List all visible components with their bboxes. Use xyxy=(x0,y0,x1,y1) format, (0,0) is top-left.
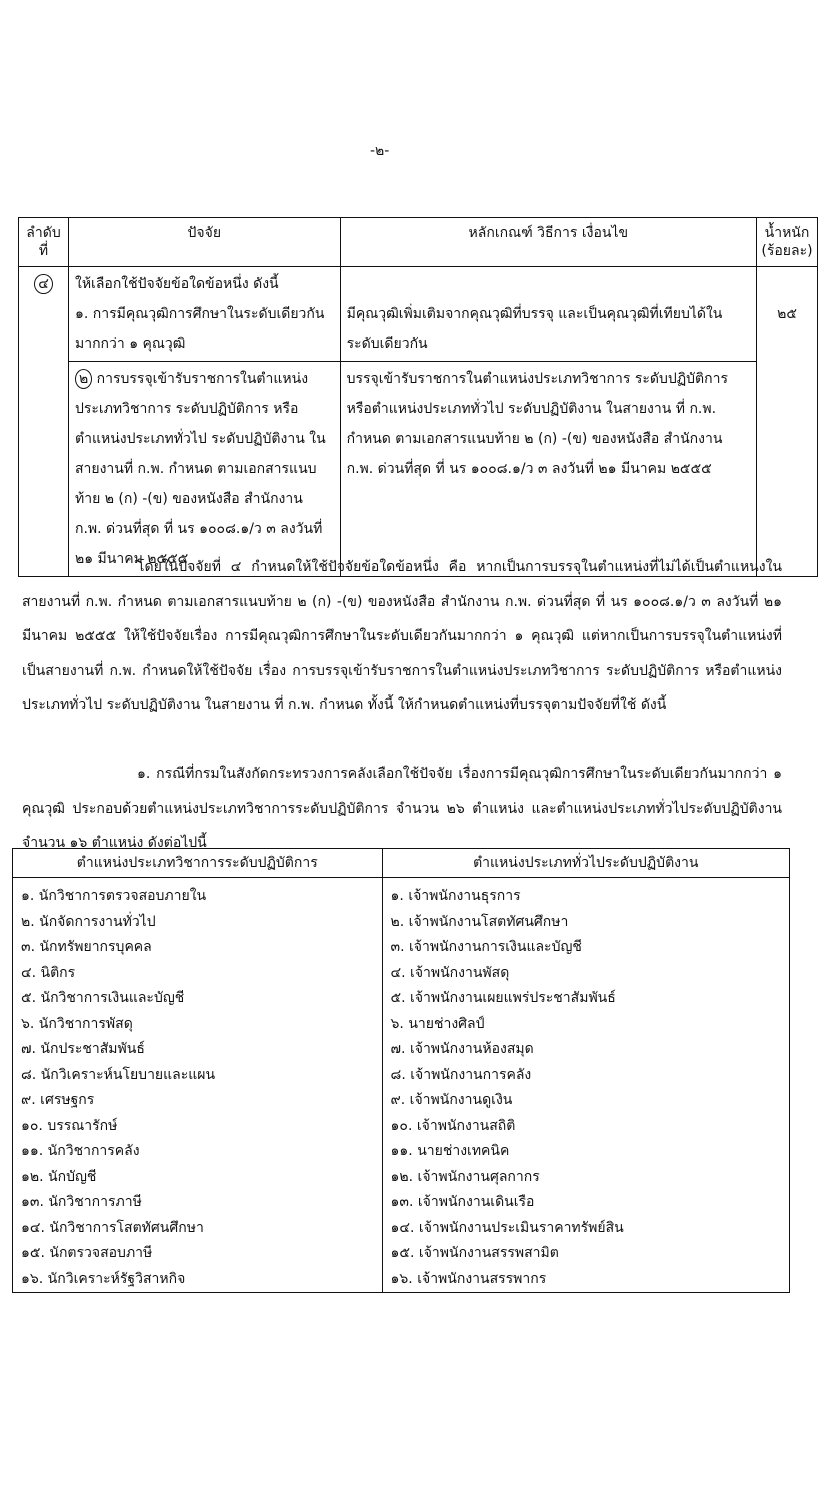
academic-position: ๑๔. นักวิชาการโสตทัศนศึกษา xyxy=(13,1216,383,1242)
general-position: ๒. เจ้าพนักงานโสตทัศนศึกษา xyxy=(382,910,789,936)
academic-position: ๑๐. บรรณารักษ์ xyxy=(13,1114,383,1140)
academic-position: ๕. นักวิชาการเงินและบัญชี xyxy=(13,986,383,1012)
table-row xyxy=(13,1012,790,1038)
general-position: ๑๑. นายช่างเทคนิค xyxy=(382,1139,789,1165)
general-position: ๓. เจ้าพนักงานการเงินและบัญชี xyxy=(382,935,789,961)
academic-position: ๙. เศรษฐกร xyxy=(13,1088,383,1114)
general-position: ๙. เจ้าพนักงานดูเงิน xyxy=(382,1088,789,1114)
table-row xyxy=(13,986,790,1012)
general-position: ๔. เจ้าพนักงานพัสดุ xyxy=(382,961,789,987)
academic-position: ๑๒. นักบัญชี xyxy=(13,1165,383,1191)
factor-option-1: ๑. การมีคุณวุฒิการศึกษาในระดับเดียวกันมากกว่า ๑ คุณวุฒิ xyxy=(74,306,325,352)
table-row xyxy=(13,1088,790,1114)
academic-position: ๖. นักวิชาการพัสดุ xyxy=(13,1012,383,1038)
academic-position: ๘. นักวิเคราะห์นโยบายและแผน xyxy=(13,1063,383,1089)
criteria-option-1: มีคุณวุฒิเพิ่มเติมจากคุณวุฒิที่บรรจุ และเป็นคุณวุฒิที่เทียบได้ในระดับเดียวกัน xyxy=(346,306,723,352)
table-row xyxy=(13,1114,790,1140)
general-position: ๕. เจ้าพนักงานเผยแพร่ประชาสัมพันธ์ xyxy=(382,986,789,1012)
table-row xyxy=(13,935,790,961)
position-table xyxy=(12,848,790,1293)
general-position: ๑๕. เจ้าพนักงานสรรพสามิต xyxy=(382,1241,789,1267)
general-position: ๘. เจ้าพนักงานการคลัง xyxy=(382,1063,789,1089)
table-row xyxy=(13,961,790,987)
paragraph-1 xyxy=(22,550,782,723)
general-position: ๑๓. เจ้าพนักงานเดินเรือ xyxy=(382,1190,789,1216)
academic-position: ๑๖. นักวิเคราะห์รัฐวิสาหกิจ xyxy=(13,1267,383,1293)
criteria-option-2: บรรจุเข้ารับราชการในตำแหน่งประเภทวิชาการ ระดับปฏิบัติการ หรือตำแหน่งประเภททั่วไป ระดับปฏิบัติงาน ในสายงาน ที่ ก.พ. กำหนด ตามเอกสารแนบท้าย ๒ (ก) -(ข) ของหนังสือ สำนักงาน ก.พ. ด่วนที่สุด ที่ นร ๑๐๐๘.๑/ว ๓ ลงวันที่ ๒๑ มีนาคม ๒๕๕๕ xyxy=(346,371,728,477)
general-position: ๗. เจ้าพนักงานห้องสมุด xyxy=(382,1037,789,1063)
table-row xyxy=(13,1267,790,1293)
row-number: ๔ xyxy=(34,274,53,294)
table-row xyxy=(13,1241,790,1267)
table-header-row xyxy=(19,218,818,267)
general-position: ๑๔. เจ้าพนักงานประเมินราคาทรัพย์สิน xyxy=(382,1216,789,1242)
header-weight: น้ำหนัก (ร้อยละ) xyxy=(757,218,818,267)
academic-position: ๑๕. นักตรวจสอบภาษี xyxy=(13,1241,383,1267)
table-row xyxy=(13,1165,790,1191)
page-number: -๒- xyxy=(370,143,390,159)
table-row xyxy=(19,267,818,362)
paragraph-2 xyxy=(22,757,782,861)
header-factor: ปัจจัย xyxy=(68,218,340,267)
table-row xyxy=(13,878,790,910)
factor-intro: ให้เลือกใช้ปัจจัยข้อใดข้อหนึ่ง ดังนี้ xyxy=(74,276,279,292)
header-general: ตำแหน่งประเภททั่วไประดับปฏิบัติงาน xyxy=(382,849,789,878)
academic-position: ๔. นิติกร xyxy=(13,961,383,987)
header-no: ลำดับที่ xyxy=(19,218,69,267)
header-criteria: หลักเกณฑ์ วิธีการ เงื่อนไข xyxy=(340,218,756,267)
table-header-row xyxy=(13,849,790,878)
table-row xyxy=(13,1063,790,1089)
academic-position: ๓. นักทรัพยากรบุคคล xyxy=(13,935,383,961)
general-position: ๑๖. เจ้าพนักงานสรรพากร xyxy=(382,1267,789,1293)
option-number: ๒ xyxy=(75,369,92,389)
table-row xyxy=(13,1037,790,1063)
table-row xyxy=(19,362,818,577)
table-row xyxy=(13,1216,790,1242)
table-row xyxy=(13,1190,790,1216)
paragraph-1-text: โดยในปัจจัยที่ ๔ กำหนดให้ใช้ปัจจัยข้อใดข้อหนึ่ง คือ หากเป็นการบรรจุในตำแหน่งที่ไม่ได้เป็นตำแหน่งในสายงานที่ ก.พ. กำหนด ตามเอกสารแนบท้าย ๒ (ก) -(ข) ของหนังสือ สำนักงาน ก.พ. ด่วนที่สุด ที่ นร ๑๐๐๘.๑/ว ๓ ลงวันที่ ๒๑ มีนาคม ๒๕๕๕ ให้ใช้ปัจจัยเรื่อง การมีคุณวุฒิการศึกษาในระดับเดียวกันมากกว่า ๑ คุณวุฒิ แต่หากเป็นการบรรจุในตำแหน่งที่เป็นสายงานที่ ก.พ. กำหนดให้ใช้ปัจจัย เรื่อง การบรรจุเข้ารับราชการในตำแหน่งประเภทวิชาการ ระดับปฏิบัติการ หรือตำแหน่งประเภททั่วไป ระดับปฏิบัติงาน ในสายงาน ที่ ก.พ. กำหนด ทั้งนี้ ให้กำหนดตำแหน่งที่บรรจุตามปัจจัยที่ใช้ ดังนี้ xyxy=(22,559,782,713)
table-row xyxy=(13,1139,790,1165)
general-position: ๑๐. เจ้าพนักงานสถิติ xyxy=(382,1114,789,1140)
paragraph-2-text: ๑. กรณีที่กรมในสังกัดกระทรวงการคลังเลือกใช้ปัจจัย เรื่องการมีคุณวุฒิการศึกษาในระดับเดียวกันมากกว่า ๑ คุณวุฒิ ประกอบด้วยตำแหน่งประเภทวิชาการระดับปฏิบัติการ จำนวน ๒๖ ตำแหน่ง และตำแหน่งประเภททั่วไประดับปฏิบัติงาน จำนวน ๑๖ ตำแหน่ง ดังต่อไปนี้ xyxy=(22,766,782,851)
general-position: ๑. เจ้าพนักงานธุรการ xyxy=(382,878,789,910)
academic-position: ๑. นักวิชาการตรวจสอบภายใน xyxy=(13,878,383,910)
academic-position: ๒. นักจัดการงานทั่วไป xyxy=(13,910,383,936)
table-row xyxy=(13,910,790,936)
general-position: ๑๒. เจ้าพนักงานศุลกากร xyxy=(382,1165,789,1191)
academic-position: ๑๑. นักวิชาการคลัง xyxy=(13,1139,383,1165)
academic-position: ๗. นักประชาสัมพันธ์ xyxy=(13,1037,383,1063)
weight-value: ๒๕ xyxy=(777,306,797,322)
general-position: ๖. นายช่างศิลป์ xyxy=(382,1012,789,1038)
factor-table xyxy=(18,217,818,577)
header-academic: ตำแหน่งประเภทวิชาการระดับปฏิบัติการ xyxy=(13,849,383,878)
academic-position: ๑๓. นักวิชาการภาษี xyxy=(13,1190,383,1216)
factor-option-2: การบรรจุเข้ารับราชการในตำแหน่งประเภทวิชาการ ระดับปฏิบัติการ หรือตำแหน่งประเภททั่วไป ระดับปฏิบัติงาน ในสายงานที่ ก.พ. กำหนด ตามเอกสารแนบท้าย ๒ (ก) -(ข) ของหนังสือ สำนักงาน ก.พ. ด่วนที่สุด ที่ นร ๑๐๐๘.๑/ว ๓ ลงวันที่ ๒๑ มีนาคม ๒๕๕๕ xyxy=(74,371,326,567)
